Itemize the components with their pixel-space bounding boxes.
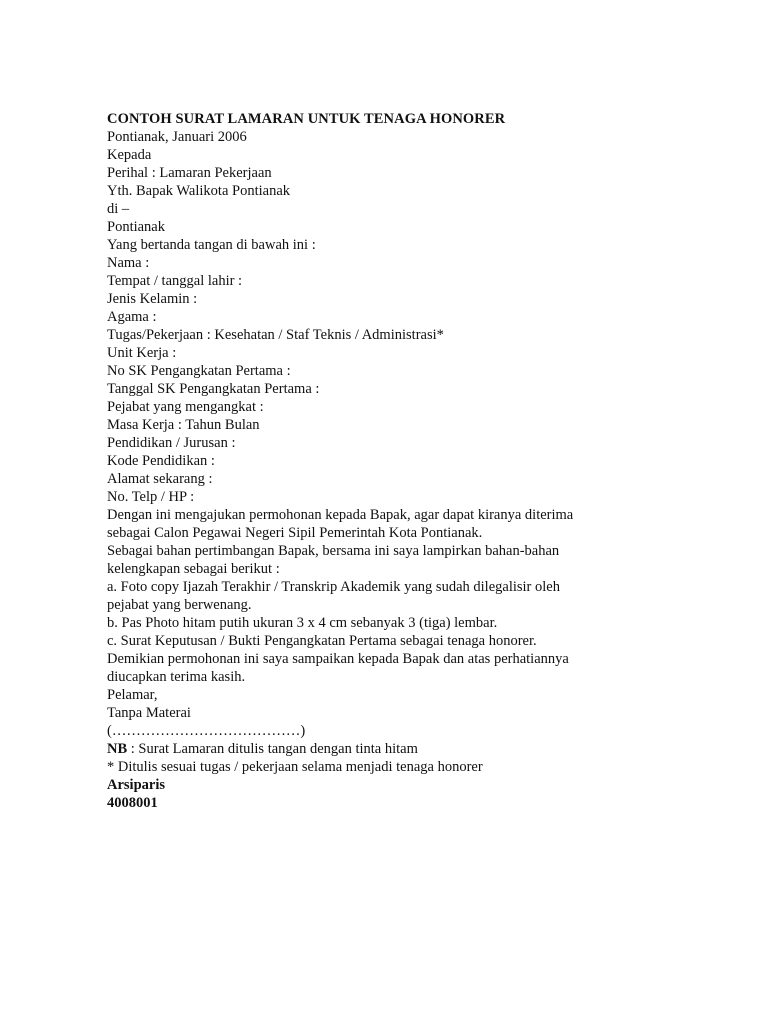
attachment-c: c. Surat Keputusan / Bukti Pengangkatan Pertama sebagai tenaga honorer. (107, 633, 537, 649)
attachment-a-line-1: a. Foto copy Ijazah Terakhir / Transkrip Akademik yang sudah dilegalisir oleh (107, 579, 560, 595)
paragraph-2-line-1: Sebagai bahan pertimbangan Bapak, bersama ini saya lampirkan bahan-bahan (107, 543, 560, 559)
field-unit: Unit Kerja : (107, 345, 177, 361)
intro-line: Yang bertanda tangan di bawah ini : (107, 237, 316, 253)
nb-label: NB (107, 741, 128, 757)
recipient-line: Yth. Bapak Walikota Pontianak (107, 183, 291, 199)
field-phone: No. Telp / HP : (107, 489, 195, 505)
document-title: CONTOH SURAT LAMARAN UNTUK TENAGA HONORER (107, 111, 506, 127)
applicant-fields (107, 254, 618, 506)
place-date: Pontianak, Januari 2006 (107, 129, 247, 145)
field-gender: Jenis Kelamin : (107, 291, 198, 307)
footnote: * Ditulis sesuai tugas / pekerjaan selama menjadi tenaga honorer (107, 759, 483, 775)
signature-name-blank: (…………………………………) (107, 723, 306, 739)
field-job: Tugas/Pekerjaan : Kesehatan / Staf Teknis / Administrasi* (107, 327, 444, 343)
field-address: Alamat sekarang : (107, 471, 213, 487)
closing-line-1: Demikian permohonan ini saya sampaikan kepada Bapak dan atas perhatiannya (107, 651, 569, 667)
signature-sender: Pelamar, (107, 687, 158, 703)
field-education-code: Kode Pendidikan : (107, 453, 215, 469)
field-education: Pendidikan / Jurusan : (107, 435, 236, 451)
footer-code: 4008001 (107, 795, 158, 811)
field-nama: Nama : (107, 255, 150, 271)
signature-stamp: Tanpa Materai (107, 705, 191, 721)
nb-note (107, 740, 618, 758)
field-religion: Agama : (107, 309, 157, 325)
attachment-b: b. Pas Photo hitam putih ukuran 3 x 4 cm sebanyak 3 (tiga) lembar. (107, 615, 498, 631)
salutation-to: Kepada (107, 147, 152, 163)
field-birth: Tempat / tanggal lahir : (107, 273, 243, 289)
recipient-city: Pontianak (107, 219, 165, 235)
subject-line: Perihal : Lamaran Pekerjaan (107, 165, 272, 181)
field-sk-date: Tanggal SK Pengangkatan Pertama : (107, 381, 320, 397)
paragraph-2-line-2: kelengkapan sebagai berikut : (107, 561, 280, 577)
nb-text: : Surat Lamaran ditulis tangan dengan tinta hitam (127, 741, 418, 757)
field-official: Pejabat yang mengangkat : (107, 399, 264, 415)
field-sk-number: No SK Pengangkatan Pertama : (107, 363, 291, 379)
field-tenure: Masa Kerja : Tahun Bulan (107, 417, 260, 433)
paragraph-1-line-1: Dengan ini mengajukan permohonan kepada Bapak, agar dapat kiranya diterima (107, 507, 574, 523)
footer-category: Arsiparis (107, 777, 165, 793)
recipient-at: di – (107, 201, 130, 217)
attachment-a-line-2: pejabat yang berwenang. (107, 597, 252, 613)
closing-line-2: diucapkan terima kasih. (107, 669, 246, 685)
paragraph-1-line-2: sebagai Calon Pegawai Negeri Sipil Pemerintah Kota Pontianak. (107, 525, 483, 541)
